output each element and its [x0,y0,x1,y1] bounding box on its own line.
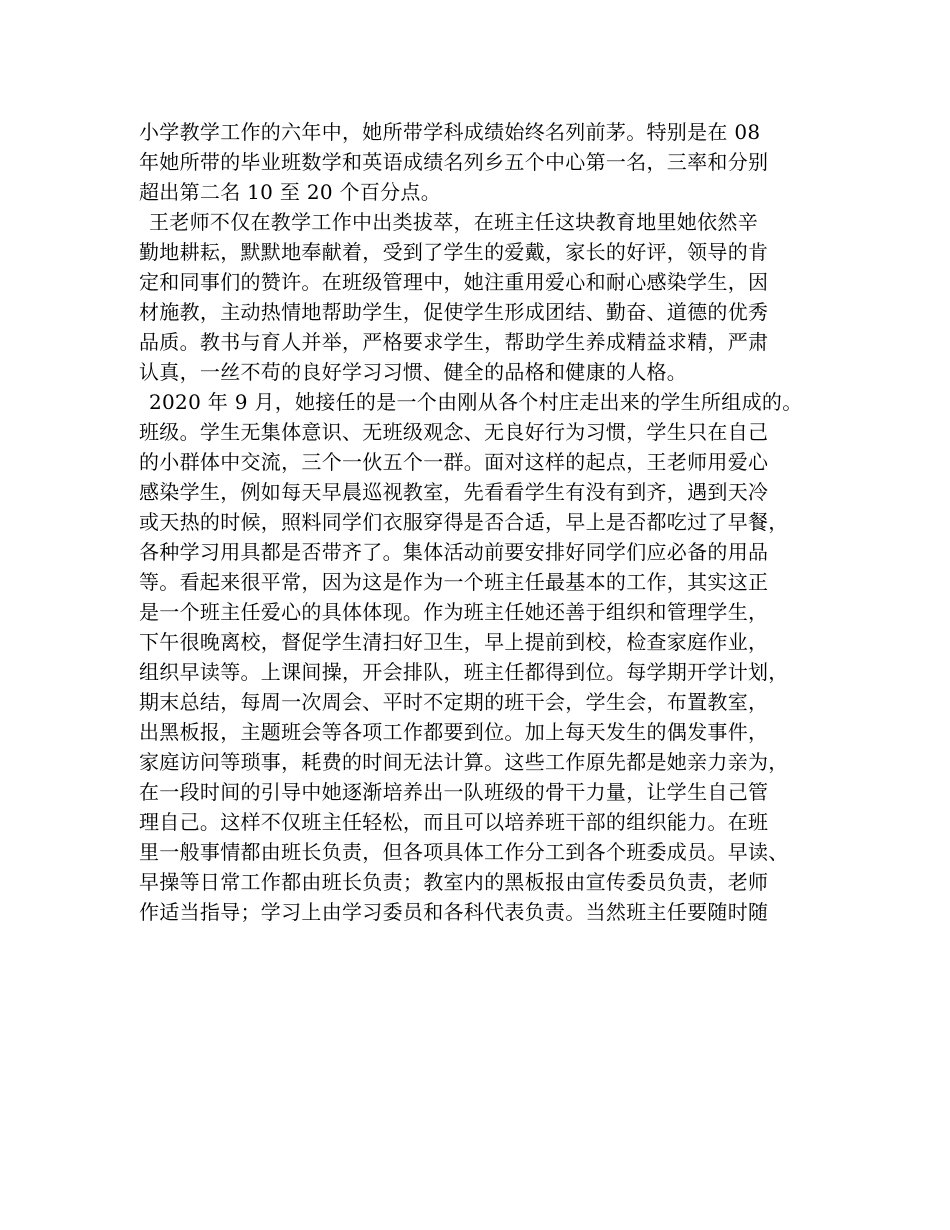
text-line: 出黑板报，主题班会等各项工作都要到位。加上每天发生的偶发事件， [139,720,769,744]
paragraph-start-line: 王老师不仅在教学工作中出类拔萃，在班主任这块教育地里她依然辛 [149,210,758,234]
text-line: 定和同事们的赞许。在班级管理中，她注重用爱心和耐心感染学生，因 [139,270,769,294]
paragraph-start-line: 2020 年 9 月，她接任的是一个由刚从各个村庄走出来的学生所组成的。 [149,390,803,414]
text-line: 材施教，主动热情地帮助学生，促使学生形成团结、勤奋、道德的优秀 [139,300,769,324]
text-line: 下午很晚离校，督促学生清扫好卫生，早上提前到校，检查家庭作业， [139,630,769,654]
document-body [139,117,839,927]
text-line: 各种学习用具都是否带齐了。集体活动前要安排好同学们应必备的用品 [139,540,769,564]
text-line: 感染学生，例如每天早晨巡视教室，先看看学生有没有到齐，遇到天冷 [139,480,769,504]
text-line: 理自己。这样不仅班主任轻松，而且可以培养班干部的组织能力。在班 [139,810,769,834]
text-line: 里一般事情都由班长负责，但各项具体工作分工到各个班委成员。早读、 [139,840,789,864]
text-line: 是一个班主任爱心的具体体现。作为班主任她还善于组织和管理学生， [139,600,769,624]
text-line: 勤地耕耘，默默地奉献着，受到了学生的爱戴，家长的好评，领导的肯 [139,240,769,264]
text-line: 的小群体中交流，三个一伙五个一群。面对这样的起点，王老师用爱心 [139,450,769,474]
text-line: 品质。教书与育人并举，严格要求学生，帮助学生养成精益求精，严肃 [139,330,769,354]
text-line: 或天热的时候，照料同学们衣服穿得是否合适，早上是否都吃过了早餐， [139,510,789,534]
text-line: 家庭访问等琐事，耗费的时间无法计算。这些工作原先都是她亲力亲为， [139,750,789,774]
text-line: 班级。学生无集体意识、无班级观念、无良好行为习惯，学生只在自己 [139,420,769,444]
text-line: 组织早读等。上课间操，开会排队，班主任都得到位。每学期开学计划， [139,660,789,684]
text-line: 在一段时间的引导中她逐渐培养出一队班级的骨干力量，让学生自己管 [139,780,769,804]
text-line: 认真，一丝不苟的良好学习习惯、健全的品格和健康的人格。 [139,360,688,384]
text-line: 小学教学工作的六年中，她所带学科成绩始终名列前茅。特别是在 08 [139,120,761,144]
text-line: 年她所带的毕业班数学和英语成绩名列乡五个中心第一名，三率和分别 [139,150,769,174]
text-line: 等。看起来很平常，因为这是作为一个班主任最基本的工作，其实这正 [139,570,769,594]
text-line: 超出第二名 10 至 20 个百分点。 [139,180,442,204]
text-line: 作适当指导；学习上由学习委员和各科代表负责。当然班主任要随时随 [139,900,769,924]
text-line: 早操等日常工作都由班长负责；教室内的黑板报由宣传委员负责，老师 [139,870,769,894]
text-line: 期末总结，每周一次周会、平时不定期的班干会，学生会，布置教室， [139,690,769,714]
